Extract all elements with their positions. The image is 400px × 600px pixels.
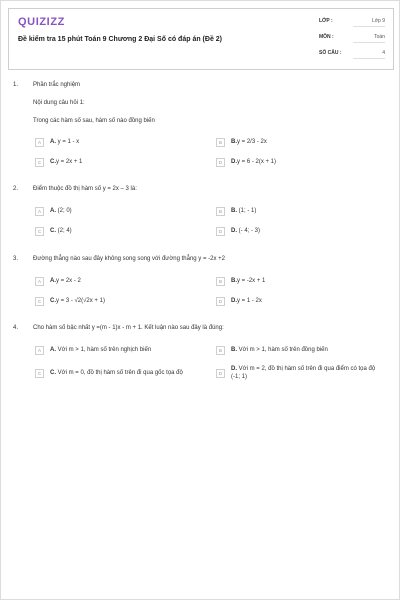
option-box[interactable]: A	[35, 277, 44, 286]
worksheet-meta	[319, 17, 385, 65]
question-text: Điểm thuộc đồ thị hàm số y = 2x – 3 là:	[33, 186, 137, 192]
question-number: 1.	[13, 82, 19, 88]
answer-options	[35, 274, 389, 308]
option-a[interactable]	[35, 204, 216, 218]
meta-row-class	[319, 17, 385, 33]
option-box[interactable]: A	[35, 346, 44, 355]
option-box[interactable]: B	[216, 277, 225, 286]
option-b[interactable]	[216, 135, 397, 149]
option-d[interactable]	[216, 294, 397, 308]
question-4	[13, 323, 389, 381]
question-number: 2.	[13, 186, 19, 192]
option-b[interactable]	[216, 343, 397, 357]
option-d[interactable]	[216, 365, 397, 381]
meta-row-subject	[319, 33, 385, 49]
option-box[interactable]: B	[216, 346, 225, 355]
option-letter: D.	[231, 159, 237, 165]
meta-value: Lớp 9	[353, 17, 385, 27]
question-text: Phần trắc nghiệm	[33, 82, 81, 88]
option-text: y = 2/3 - 2x	[237, 139, 267, 145]
option-text: y = 3 - √2(√2x + 1)	[56, 298, 105, 304]
question-text: Đường thẳng nào sau đây không song song với đường thẳng y = -2x +2	[33, 256, 225, 262]
option-box[interactable]: D	[216, 158, 225, 167]
worksheet-header	[8, 8, 394, 70]
option-box[interactable]: A	[35, 207, 44, 216]
question-2	[13, 184, 389, 238]
option-text: (2; 0)	[56, 208, 72, 214]
meta-label: SỐ CÂU :	[319, 50, 342, 56]
option-d[interactable]	[216, 224, 397, 238]
option-text: y = 1 - x	[56, 139, 80, 145]
option-b[interactable]	[216, 204, 397, 218]
option-c[interactable]	[35, 294, 216, 308]
meta-label: MÔN :	[319, 34, 334, 40]
option-letter: A.	[50, 347, 56, 353]
option-box[interactable]: D	[216, 227, 225, 236]
option-letter: D.	[231, 298, 237, 304]
question-subtext: Nội dung câu hỏi 1:	[33, 100, 85, 106]
option-letter: C.	[50, 228, 56, 234]
option-c[interactable]	[35, 155, 216, 169]
option-letter: B.	[231, 208, 237, 214]
option-a[interactable]	[35, 274, 216, 288]
question-number: 3.	[13, 256, 19, 262]
option-letter: B.	[231, 347, 237, 353]
option-letter: A.	[50, 139, 56, 145]
answer-options	[35, 343, 389, 381]
answer-options	[35, 135, 389, 169]
option-letter: A.	[50, 278, 56, 284]
option-text: (1; - 1)	[237, 208, 257, 214]
meta-value: 4	[353, 49, 385, 59]
option-text: y = 1 - 2x	[237, 298, 262, 304]
option-letter: B.	[231, 278, 237, 284]
meta-label: LỚP :	[319, 18, 333, 24]
option-text: Với m > 1, hàm số trên đồng biến	[237, 347, 328, 353]
option-text: (2; 4)	[56, 228, 72, 234]
option-c[interactable]	[35, 365, 216, 381]
option-box[interactable]: D	[216, 369, 225, 378]
option-a[interactable]	[35, 135, 216, 149]
option-letter: C.	[50, 298, 56, 304]
meta-value: Toán	[353, 33, 385, 43]
worksheet-title: Đề kiểm tra 15 phút Toán 9 Chương 2 Đại Số có đáp án (Đề 2)	[18, 36, 223, 43]
question-1	[13, 80, 389, 169]
option-text: y = 2x + 1	[56, 159, 83, 165]
option-text: Với m = 2, đồ thị hàm số trên đi qua điểm có tọa độ (-1; 1)	[231, 366, 376, 380]
option-letter: C.	[50, 159, 56, 165]
question-number: 4.	[13, 325, 19, 331]
option-box[interactable]: A	[35, 138, 44, 147]
option-d[interactable]	[216, 155, 397, 169]
quizizz-logo: QUIZIZZ	[18, 16, 65, 28]
option-a[interactable]	[35, 343, 216, 357]
option-box[interactable]: D	[216, 297, 225, 306]
option-text: y = 6 - 2(x + 1)	[237, 159, 277, 165]
option-text: y = 2x - 2	[56, 278, 81, 284]
option-letter: A.	[50, 208, 56, 214]
option-letter: D.	[231, 228, 237, 234]
question-text: Cho hàm số bậc nhất y =(m - 1)x - m + 1. Kết luận nào sau đây là đúng:	[33, 325, 224, 331]
option-text: Với m = 0, đồ thị hàm số trên đi qua gốc tọa độ	[56, 370, 183, 376]
option-c[interactable]	[35, 224, 216, 238]
question-subtext: Trong các hàm số sau, hàm số nào đồng biến	[33, 118, 155, 124]
option-box[interactable]: B	[216, 207, 225, 216]
option-text: (- 4; - 3)	[237, 228, 261, 234]
answer-options	[35, 204, 389, 238]
option-text: Với m > 1, hàm số trên nghịch biến	[56, 347, 152, 353]
option-letter: B.	[231, 139, 237, 145]
question-3	[13, 254, 389, 308]
meta-row-question-count	[319, 49, 385, 65]
option-box[interactable]: B	[216, 138, 225, 147]
option-box[interactable]: C	[35, 158, 44, 167]
option-box[interactable]: C	[35, 227, 44, 236]
option-box[interactable]: C	[35, 297, 44, 306]
option-letter: D.	[231, 366, 237, 372]
option-box[interactable]: C	[35, 369, 44, 378]
option-letter: C.	[50, 370, 56, 376]
option-text: y = -2x + 1	[237, 278, 266, 284]
option-b[interactable]	[216, 274, 397, 288]
